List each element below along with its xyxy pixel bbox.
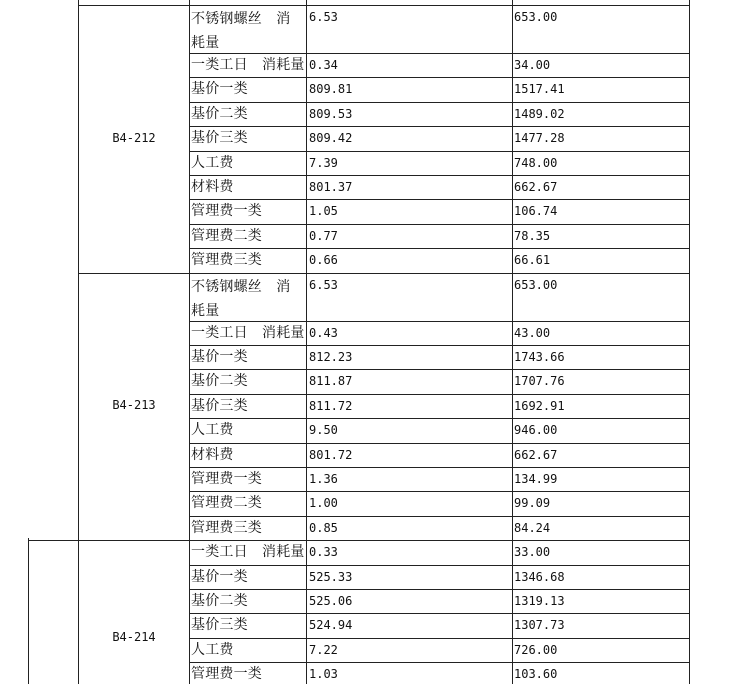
row-value-total: 66.61: [514, 253, 551, 267]
row-rule: [189, 224, 690, 225]
item-code: B4-213: [112, 398, 156, 412]
row-value-unit: 0.34: [309, 58, 338, 72]
row-value-total: 1319.13: [514, 594, 565, 608]
row-label: 人工费: [191, 642, 234, 658]
row-value-total: 1707.76: [514, 374, 565, 388]
row-value-unit: 1.36: [309, 472, 338, 486]
row-label: 管理费三类: [191, 252, 262, 268]
row-value-unit: 0.43: [309, 326, 338, 340]
row-value-unit: 0.66: [309, 253, 338, 267]
row-label: 不锈钢螺丝 消耗量: [191, 11, 291, 51]
row-value-unit: 811.72: [309, 399, 353, 413]
row-label: 一类工日 消耗量: [191, 57, 305, 73]
row-value-unit: 0.77: [309, 229, 338, 243]
row-label: 基价二类: [191, 373, 248, 389]
row-value-total: 99.09: [514, 496, 551, 510]
row-value-total: 662.67: [514, 448, 558, 462]
row-value-unit: 525.06: [309, 594, 353, 608]
row-label: 基价三类: [191, 398, 248, 414]
row-value-unit: 801.72: [309, 448, 353, 462]
row-label: 不锈钢螺丝 消耗量: [191, 279, 291, 319]
row-rule: [189, 175, 690, 176]
row-value-unit: 1.03: [309, 667, 338, 681]
row-value-unit: 809.81: [309, 82, 353, 96]
row-value-total: 78.35: [514, 229, 551, 243]
row-rule: [189, 199, 690, 200]
row-rule: [189, 151, 690, 152]
row-value-unit: 809.53: [309, 107, 353, 121]
row-value-unit: 6.53: [309, 10, 338, 24]
row-value-total: 1346.68: [514, 570, 565, 584]
row-label: 材料费: [191, 179, 234, 195]
row-label: 管理费一类: [191, 471, 262, 487]
row-rule: [189, 77, 690, 78]
row-rule: [189, 467, 690, 468]
row-value-total: 1517.41: [514, 82, 565, 96]
row-value-unit: 7.22: [309, 643, 338, 657]
row-label: 人工费: [191, 422, 234, 438]
row-value-unit: 811.87: [309, 374, 353, 388]
row-rule: [189, 126, 690, 127]
row-value-total: 726.00: [514, 643, 558, 657]
row-label: 基价一类: [191, 569, 248, 585]
row-rule: [189, 102, 690, 103]
row-label: 管理费二类: [191, 495, 262, 511]
row-value-total: 653.00: [514, 10, 558, 24]
row-value-unit: 801.37: [309, 180, 353, 194]
row-rule: [189, 248, 690, 249]
row-rule: [189, 418, 690, 419]
row-label: 基价一类: [191, 349, 248, 365]
row-value-total: 106.74: [514, 204, 558, 218]
row-rule: [189, 516, 690, 517]
row-rule: [189, 394, 690, 395]
row-value-total: 662.67: [514, 180, 558, 194]
row-value-unit: 6.53: [309, 278, 338, 292]
row-label: 一类工日 消耗量: [191, 325, 305, 341]
group-top-rule: [28, 540, 690, 541]
row-rule: [189, 369, 690, 370]
row-label: 管理费二类: [191, 228, 262, 244]
row-value-total: 1743.66: [514, 350, 565, 364]
row-label: 管理费三类: [191, 520, 262, 536]
row-rule: [189, 491, 690, 492]
row-rule: [189, 565, 690, 566]
row-value-unit: 7.39: [309, 156, 338, 170]
row-value-total: 1692.91: [514, 399, 565, 413]
row-label: 材料费: [191, 447, 234, 463]
row-rule: [189, 662, 690, 663]
row-value-unit: 525.33: [309, 570, 353, 584]
item-code: B4-212: [112, 131, 156, 145]
row-value-total: 43.00: [514, 326, 551, 340]
row-label: 一类工日 消耗量: [191, 544, 305, 560]
row-value-total: 1477.28: [514, 131, 565, 145]
row-value-total: 103.60: [514, 667, 558, 681]
group-top-rule: [78, 273, 690, 274]
row-value-unit: 9.50: [309, 423, 338, 437]
row-label: 人工费: [191, 155, 234, 171]
row-label: 基价三类: [191, 130, 248, 146]
row-value-total: 1489.02: [514, 107, 565, 121]
row-label: 基价二类: [191, 593, 248, 609]
row-rule: [189, 345, 690, 346]
row-value-total: 84.24: [514, 521, 551, 535]
row-value-unit: 1.00: [309, 496, 338, 510]
row-value-total: 33.00: [514, 545, 551, 559]
row-value-unit: 0.33: [309, 545, 338, 559]
column-rule-code-left: [78, 0, 79, 684]
row-label: 管理费一类: [191, 203, 262, 219]
group-top-rule: [78, 5, 690, 6]
row-value-total: 1307.73: [514, 618, 565, 632]
row-value-total: 653.00: [514, 278, 558, 292]
row-value-unit: 809.42: [309, 131, 353, 145]
row-value-total: 748.00: [514, 156, 558, 170]
row-value-unit: 524.94: [309, 618, 353, 632]
row-value-unit: 1.05: [309, 204, 338, 218]
row-value-unit: 0.85: [309, 521, 338, 535]
row-value-total: 34.00: [514, 58, 551, 72]
row-rule: [189, 613, 690, 614]
row-rule: [189, 638, 690, 639]
row-label: 基价一类: [191, 81, 248, 97]
row-label: 基价二类: [191, 106, 248, 122]
row-rule: [189, 589, 690, 590]
row-value-total: 946.00: [514, 423, 558, 437]
item-code: B4-214: [112, 630, 156, 644]
row-value-total: 134.99: [514, 472, 558, 486]
row-label: 基价三类: [191, 617, 248, 633]
column-rule-outer-left: [28, 538, 29, 684]
row-label: 管理费一类: [191, 666, 262, 682]
row-rule: [189, 443, 690, 444]
row-value-unit: 812.23: [309, 350, 353, 364]
